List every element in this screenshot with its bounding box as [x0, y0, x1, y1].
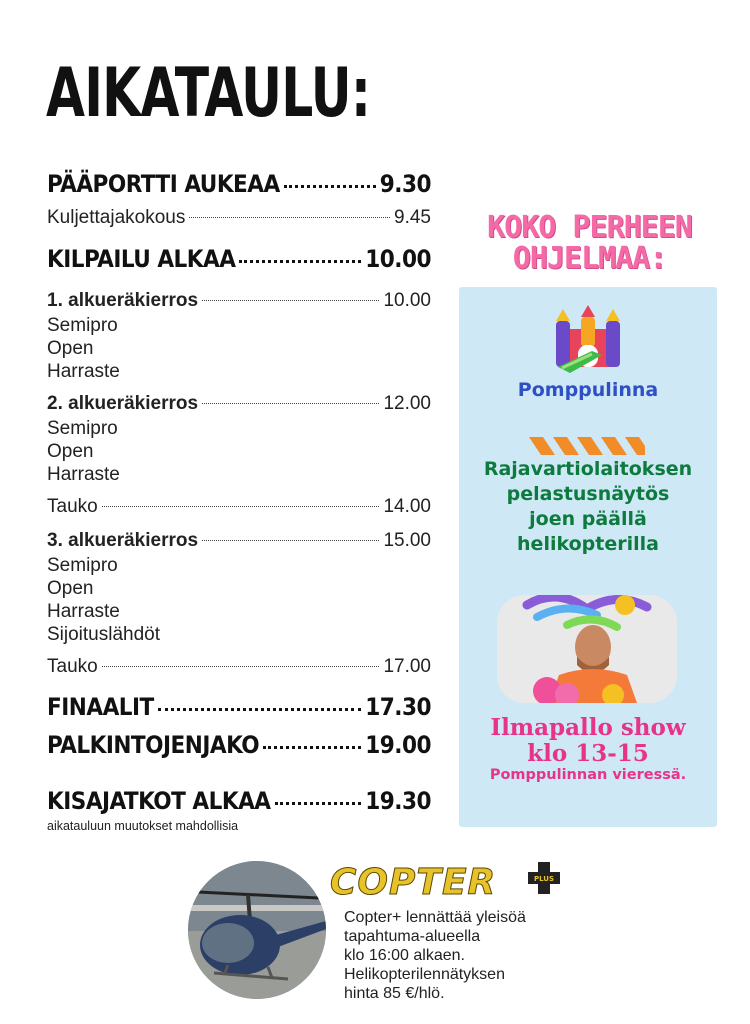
schedule-label: KILPAILU ALKAA — [47, 245, 236, 273]
rescue-demo-text — [459, 457, 717, 557]
class-item: Harraste — [47, 361, 120, 382]
rescue-line: Rajavartiolaitoksen — [483, 458, 693, 480]
schedule-row-kilpailu — [47, 245, 431, 273]
schedule-time: 10.00 — [383, 290, 431, 311]
schedule-time: 15.00 — [383, 530, 431, 551]
schedule-label: PÄÄPORTTI AUKEAA — [47, 170, 280, 198]
schedule-time: 9.45 — [394, 207, 431, 228]
schedule-label: PALKINTOJENJAKO — [47, 731, 260, 759]
schedule-time: 12.00 — [383, 393, 431, 414]
balloon-show-time: klo 13-15 — [527, 740, 649, 767]
schedule-row-kisajatkot — [47, 787, 431, 815]
class-item: Open — [47, 441, 94, 462]
plus-logo-icon — [524, 860, 564, 896]
dot-leader — [102, 506, 380, 507]
helicopter-image — [188, 861, 326, 999]
dot-leader — [275, 802, 362, 805]
schedule-row-round1 — [47, 290, 431, 312]
dot-leader — [202, 540, 379, 541]
schedule-time: 17.00 — [383, 656, 431, 677]
schedule-time: 19.00 — [365, 731, 431, 759]
page-title: AIKATAULU: — [46, 54, 371, 133]
rescue-line: joen päällä — [529, 508, 647, 530]
schedule-label: Tauko — [47, 496, 98, 517]
schedule-label: FINAALIT — [47, 693, 154, 721]
schedule-label: 3. alkueräkierros — [47, 530, 199, 551]
family-program-title — [462, 212, 717, 274]
dot-leader — [263, 746, 361, 749]
dot-leader — [102, 666, 380, 667]
family-program-panel — [459, 287, 717, 827]
schedule-row-kuljettaja — [47, 207, 431, 229]
dot-leader — [239, 260, 361, 263]
schedule-label: Tauko — [47, 656, 98, 677]
copter-info-line: hinta 85 €/hlö. — [344, 985, 445, 1002]
class-item: Semipro — [47, 555, 118, 576]
balloon-show-location: Pomppulinnan vieressä. — [489, 767, 687, 783]
copter-info-line: klo 16:00 alkaen. — [344, 947, 465, 964]
class-item: Harraste — [47, 601, 120, 622]
schedule-row-round3 — [47, 530, 431, 552]
pomppulinna-label: Pomppulinna — [517, 379, 659, 401]
schedule-note: aikatauluun muutokset mahdollisia — [47, 819, 239, 833]
balloon-show-line: Ilmapallo show — [490, 714, 686, 741]
balloon-show-title — [459, 715, 717, 767]
schedule-row-tauko2 — [47, 656, 431, 678]
class-item: Semipro — [47, 315, 118, 336]
schedule-time: 17.30 — [365, 693, 431, 721]
balloon-artist-photo — [497, 595, 677, 703]
copter-info — [344, 908, 584, 1003]
copter-info-line: Helikopterilennätyksen — [344, 966, 505, 983]
schedule-time: 9.30 — [379, 170, 431, 198]
schedule-label: KISAJATKOT ALKAA — [47, 787, 271, 815]
helicopter-photo — [188, 861, 326, 999]
copter-info-line: Copter+ lennättää yleisöä — [344, 909, 526, 926]
balloon-artist-image — [497, 595, 677, 703]
schedule-row-round2 — [47, 393, 431, 415]
bouncy-castle-icon — [552, 305, 624, 377]
schedule-time: 10.00 — [365, 245, 431, 273]
family-title-line: KOKO PERHEEN — [487, 210, 692, 245]
class-item: Open — [47, 578, 94, 599]
schedule-row-palkinto — [47, 731, 431, 759]
schedule-row-finaalit — [47, 693, 431, 721]
rescue-line: helikopterilla — [517, 533, 659, 555]
warning-stripes-icon — [529, 437, 645, 455]
schedule-label: 1. alkueräkierros — [47, 290, 199, 311]
plus-logo-text: PLUS — [533, 875, 555, 883]
dot-leader — [202, 403, 379, 404]
copter-plus-logo: COPTER — [330, 862, 497, 903]
schedule-row-tauko1 — [47, 496, 431, 518]
schedule-label: Kuljettajakokous — [47, 207, 186, 228]
class-item: Open — [47, 338, 94, 359]
schedule-time: 14.00 — [383, 496, 431, 517]
dot-leader — [158, 708, 361, 711]
schedule-row-paaportti — [47, 170, 431, 198]
copter-info-line: tapahtuma-alueella — [344, 928, 481, 945]
dot-leader — [202, 300, 379, 301]
family-title-line: OHJELMAA: — [512, 241, 667, 276]
dot-leader — [284, 185, 376, 188]
rescue-line: pelastusnäytös — [506, 483, 670, 505]
schedule-label: 2. alkueräkierros — [47, 393, 199, 414]
schedule-time: 19.30 — [365, 787, 431, 815]
dot-leader — [189, 217, 390, 218]
class-item: Harraste — [47, 464, 120, 485]
class-item: Semipro — [47, 418, 118, 439]
class-item: Sijoituslähdöt — [47, 624, 161, 645]
